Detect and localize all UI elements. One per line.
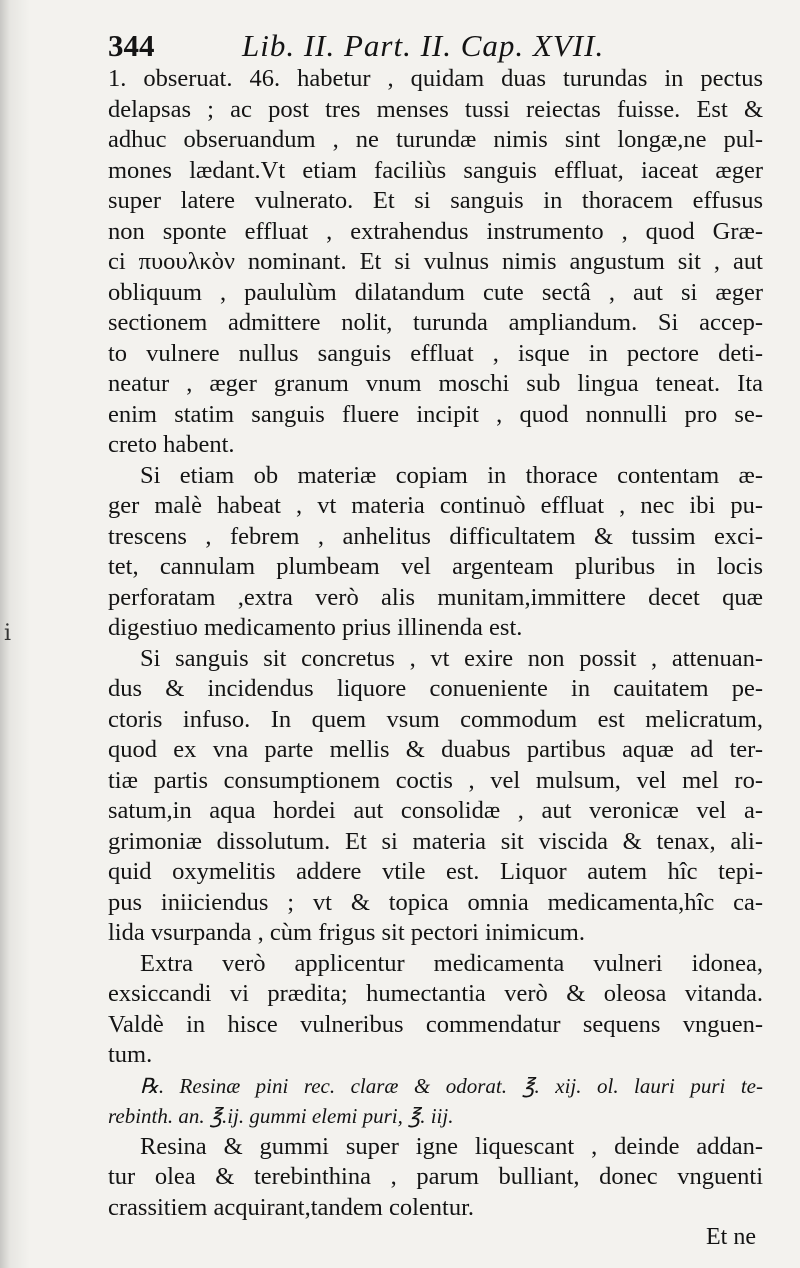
page-number: 344 (108, 28, 155, 63)
catchword: Et ne (706, 1224, 756, 1250)
text-line: tiæ partis consumptionem coctis , vel mulsum, vel mel ro- (108, 766, 763, 794)
text-line: neatur , æger granum vnum moschi sub lingua teneat. Ita (108, 370, 763, 397)
margin-mark: ⅰ (4, 620, 12, 645)
text-line: dus & incidendus liquore conueniente in cauitatem pe- (108, 675, 763, 702)
text-line: sectionem admittere nolit, turunda ampliandum. Si accep- (108, 309, 763, 336)
text-line: ctoris infuso. In quem vsum commodum est melicratum, (108, 705, 763, 733)
text-line: crassitiem acquirant,tandem colentur. (108, 1193, 475, 1221)
running-head: Lib. II. Part. II. Cap. XVII. (242, 28, 605, 63)
text-line: enim statim sanguis fluere incipit , quod nonnulli pro se- (108, 400, 763, 428)
text-line: tum. (108, 1041, 153, 1068)
text-line: ger malè habeat , vt materia continuò effluat , nec ibi pu- (108, 492, 763, 519)
text-line: Extra verò applicentur medicamenta vulneri idonea, (140, 949, 763, 977)
text-line: obliquum , paululùm dilatandum cute sectâ , aut si æger (108, 278, 763, 306)
text-line: adhuc obseruandum , ne turundæ nimis sint longæ,ne pul- (108, 126, 763, 153)
text-line: exsiccandi vi prædita; humectantia verò & oleosa vitanda. (108, 980, 763, 1007)
text-line: Valdè in hisce vulneribus commendatur sequens vnguen- (108, 1010, 763, 1038)
text-line: mones lædant.Vt etiam faciliùs sanguis effluat, iaceat æger (108, 156, 763, 184)
text-line: ci πυουλκὸν nominant. Et si vulnus nimis angustum sit , aut (108, 248, 763, 275)
text-line: Si sanguis sit concretus , vt exire non possit , attenuan- (140, 644, 763, 672)
text-line: to vulnere nullus sanguis effluat , isque in pectore deti- (108, 339, 763, 367)
text-line: Resina & gummi super igne liquescant , deinde addan- (140, 1132, 763, 1160)
text-line: tet, cannulam plumbeam vel argenteam pluribus in locis (108, 553, 763, 580)
text-line: creto habent. (108, 431, 235, 458)
body-text (108, 64, 763, 1223)
text-line: super latere vulnerato. Et si sanguis in thoracem effusus (108, 187, 763, 214)
text-line: trescens , febrem , anhelitus difficultatem & tussim exci- (108, 522, 763, 550)
text-line: satum,in aqua hordei aut consolidæ , aut veronicæ vel a- (108, 797, 763, 824)
text-line: ℞. Resinæ pini rec. claræ & odorat. ℥. xij. ol. lauri puri te- (140, 1073, 763, 1098)
text-line: Si etiam ob materiæ copiam in thorace contentam æ- (140, 461, 763, 489)
text-line: perforatam ,extra verò alis munitam,immittere decet quæ (108, 583, 763, 611)
text-line: digestiuo medicamento prius illinenda est. (108, 614, 523, 641)
text-line: quid oxymelitis addere vtile est. Liquor autem hîc tepi- (108, 858, 763, 885)
text-line: tur olea & terebinthina , parum bulliant, donec vnguenti (108, 1163, 763, 1190)
text-line: lida vsurpanda , cùm frigus sit pectori inimicum. (108, 919, 585, 946)
text-line: rebinth. an. ℥.ij. gummi elemi puri, ℥. iij. (108, 1104, 454, 1128)
text-line: quod ex vna parte mellis & duabus partibus aquæ ad ter- (108, 736, 763, 763)
text-line: delapsas ; ac post tres menses tussi reiectas fuisse. Est & (108, 95, 763, 123)
text-line: 1. obseruat. 46. habetur , quidam duas turundas in pectus (108, 65, 763, 92)
text-line: non sponte effluat , extrahendus instrumento , quod Græ- (108, 217, 763, 245)
text-line: grimoniæ dissolutum. Et si materia sit viscida & tenax, ali- (108, 827, 763, 855)
page-header (108, 26, 708, 66)
text-line: pus iniiciendus ; vt & topica omnia medicamenta,hîc ca- (108, 888, 763, 916)
